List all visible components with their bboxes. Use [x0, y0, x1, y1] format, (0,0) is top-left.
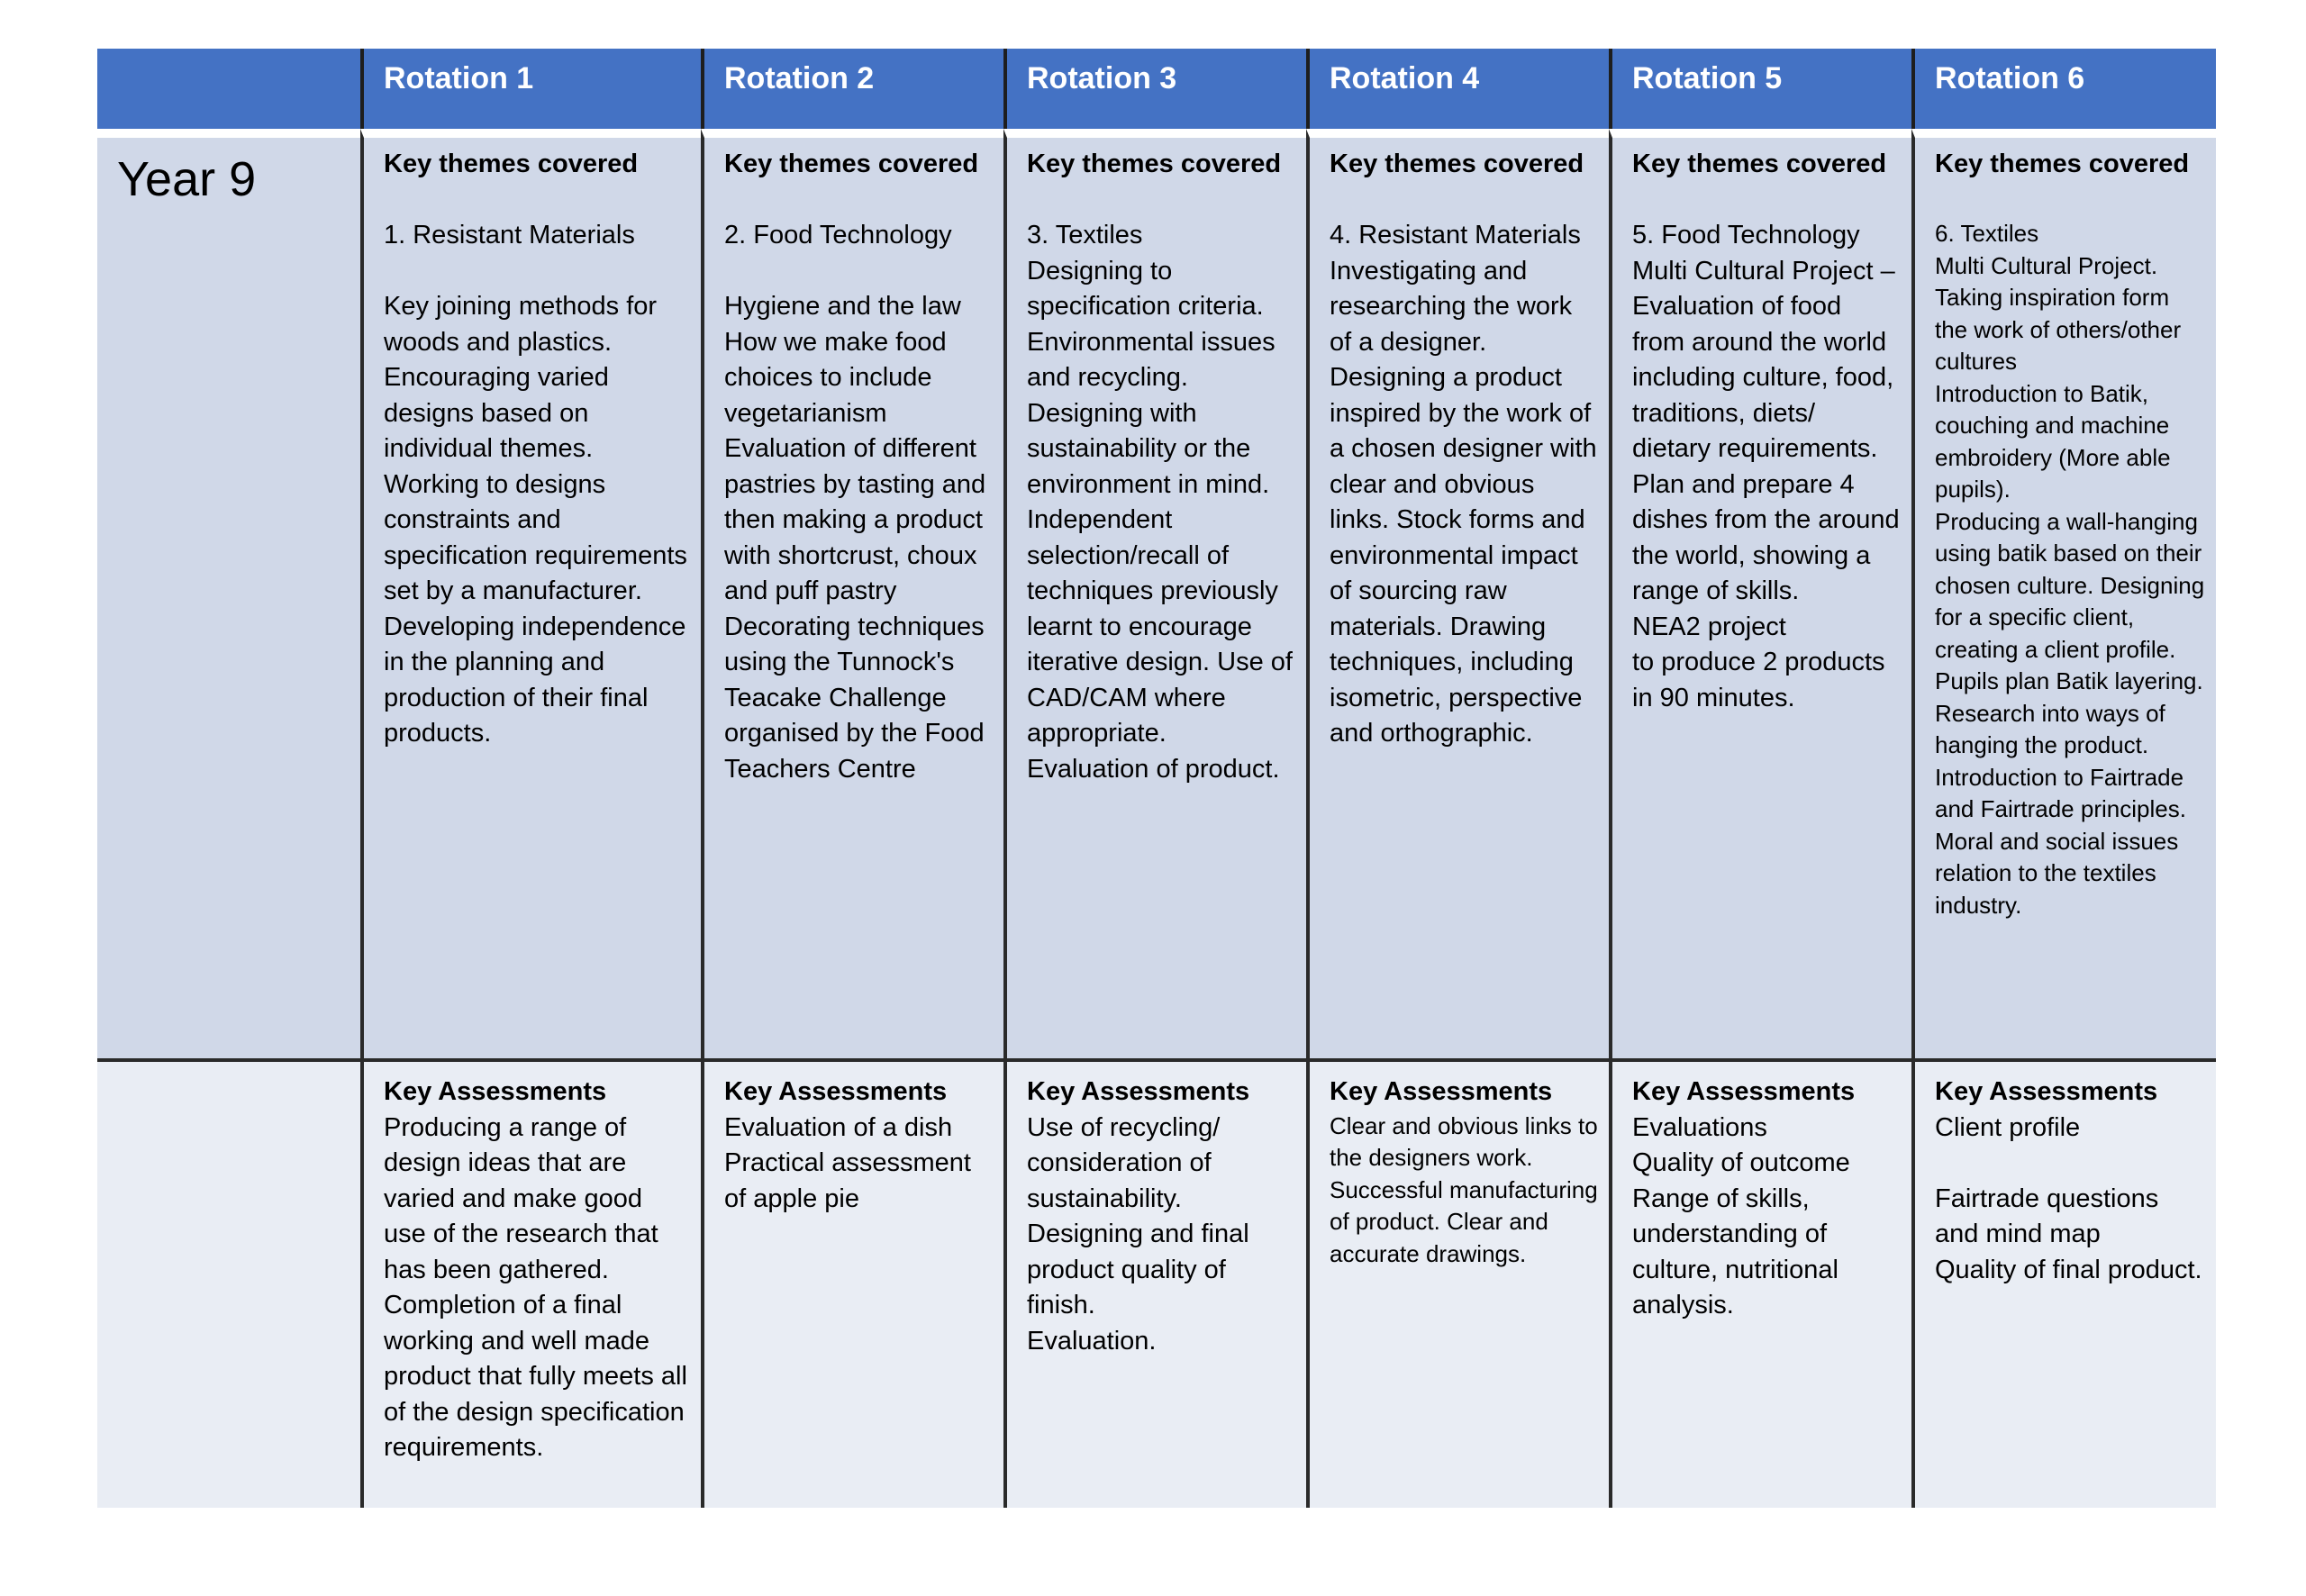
themes-title: Key themes covered [724, 150, 979, 178]
themes-title: Key themes covered [384, 150, 639, 178]
themes-body: Multi Cultural Project – Evaluation of food from around the world including culture, food, traditions, diets/ dietary requirements. Plan and prepare 4 dishes from the around the world, showing a range of skills. NEA2 project to produce 2 products in 90 minutes. [1632, 256, 1900, 712]
themes-subject: 3. Textiles [1027, 221, 1143, 249]
row-label-year: Year 9 [97, 129, 360, 1058]
themes-title: Key themes covered [1330, 150, 1584, 178]
themes-body: Hygiene and the law How we make food choices to include vegetarianism Evaluation of different pastries by tasting and then making a product with shortcrust, choux and puff pastry Decorating techniques using the Tunnock's Teacake Challenge organised by the Food Teachers Centre [724, 292, 986, 784]
header-rotation-3: Rotation 3 [1003, 49, 1306, 129]
header-rotation-5: Rotation 5 [1609, 49, 1911, 129]
header-rotation-6: Rotation 6 [1911, 49, 2216, 129]
assessments-body: Producing a range of design ideas that are varied and make good use of the research that has been gathered. Completion of a final working and well made product that fully meets all of the design specification requirements. [384, 1112, 687, 1462]
assessments-cell-rotation-5 [1609, 1058, 1911, 1508]
themes-title: Key themes covered [1935, 150, 2190, 178]
themes-cell-rotation-3 [1003, 129, 1306, 1058]
themes-subject: 6. Textiles [1935, 220, 2039, 247]
themes-body: Multi Cultural Project. Taking inspiration form the work of others/other cultures Introduction to Batik, couching and machine embroidery (More able pupils). Producing a wall-hanging using batik based on their chosen culture. Designing for a specific client, creating a client profile. Pupils plan Batik layering. Research into ways of hanging the product. Introduction to Fairtrade and Fairtrade principles. Moral and social issues relation to the textiles industry. [1935, 251, 2205, 919]
assessments-cell-rotation-3 [1003, 1058, 1306, 1508]
themes-title: Key themes covered [1632, 150, 1887, 178]
assessments-cell-rotation-2 [701, 1058, 1003, 1508]
themes-cell-rotation-6 [1911, 129, 2216, 1058]
themes-body: Designing to specification criteria. Environmental issues and recycling. Designing with sustainability or the environment in mind. Independent selection/recall of techniques previously learnt to encourage iterative design. Use of CAD/CAM where appropriate. Evaluation of product. [1027, 256, 1293, 784]
assessments-cell-rotation-4 [1306, 1058, 1609, 1508]
assessments-body: Client profile Fairtrade questions and mind map Quality of final product. [1935, 1112, 2202, 1284]
themes-body: Investigating and researching the work of a designer. Designing a product inspired by the work of a chosen designer with clear and obvious links. Stock forms and environmental impact of sourcing raw materials. Drawing techniques, including isometric, perspective and orthographic. [1330, 256, 1597, 748]
themes-title: Key themes covered [1027, 150, 1282, 178]
assessments-cell-rotation-1 [360, 1058, 701, 1508]
assessments-body: Evaluations Quality of outcome Range of skills, understanding of culture, nutritional analysis. [1632, 1112, 1850, 1319]
assessments-title: Key Assessments [1027, 1077, 1250, 1106]
themes-subject: 1. Resistant Materials [384, 221, 635, 249]
header-rotation-4: Rotation 4 [1306, 49, 1609, 129]
themes-subject: 2. Food Technology [724, 221, 952, 249]
header-rotation-1: Rotation 1 [360, 49, 701, 129]
assessments-cell-rotation-6 [1911, 1058, 2216, 1508]
assessments-title: Key Assessments [1632, 1077, 1856, 1106]
themes-cell-rotation-4 [1306, 129, 1609, 1058]
assessments-title: Key Assessments [724, 1077, 948, 1106]
curriculum-table [97, 49, 2216, 1508]
header-cell-empty [97, 49, 360, 129]
themes-subject: 5. Food Technology [1632, 221, 1860, 249]
themes-body: Key joining methods for woods and plastics. Encouraging varied designs based on individual themes. Working to designs constraints and specification requirements set by a manufacturer. Developing independence in the planning and production of their final products. [384, 292, 687, 748]
row-label-empty [97, 1058, 360, 1508]
assessments-body: Clear and obvious links to the designers work. Successful manufacturing of product. Clear and accurate drawings. [1330, 1111, 1598, 1267]
themes-cell-rotation-1 [360, 129, 701, 1058]
themes-cell-rotation-2 [701, 129, 1003, 1058]
assessments-title: Key Assessments [384, 1077, 607, 1106]
themes-subject: 4. Resistant Materials [1330, 221, 1581, 249]
assessments-body: Use of recycling/ consideration of sustainability. Designing and final product quality of finish. Evaluation. [1027, 1112, 1249, 1356]
assessments-body: Evaluation of a dish Practical assessment of apple pie [724, 1112, 971, 1213]
themes-cell-rotation-5 [1609, 129, 1911, 1058]
header-rotation-2: Rotation 2 [701, 49, 1003, 129]
assessments-title: Key Assessments [1935, 1077, 2158, 1106]
assessments-title: Key Assessments [1330, 1077, 1553, 1106]
